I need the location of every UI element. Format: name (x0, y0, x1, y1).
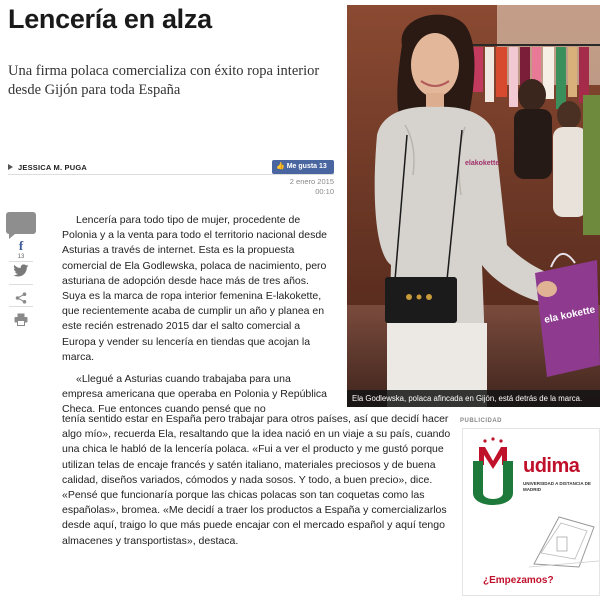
svg-text:elakokette: elakokette (465, 160, 500, 167)
bag-brand-text: ela kokette (543, 304, 597, 326)
twitter-icon[interactable] (13, 264, 29, 278)
print-icon[interactable] (14, 313, 28, 326)
photo-illustration (347, 5, 600, 407)
ad-brand-name: udima (523, 455, 580, 477)
share-divider (9, 284, 33, 285)
article-title: Lencería en alza (8, 4, 212, 34)
advertisement-label: PUBLICIDAD (460, 418, 502, 424)
thumbs-up-icon: 👍 (276, 163, 285, 170)
author-name: JESSICA M. PUGA (18, 163, 87, 172)
byline-divider (8, 174, 334, 175)
article-paragraph: «Llegué a Asturias cuando trabajaba para una empresa americana que operaba en Polonia y República Checa. Fue entonces cuando pensé que no (62, 373, 328, 416)
share-divider (9, 261, 33, 262)
arrow-icon (8, 164, 13, 170)
publish-date (272, 177, 334, 197)
author-byline[interactable] (8, 163, 87, 172)
facebook-icon[interactable]: f (18, 238, 24, 253)
article-photo[interactable] (347, 5, 600, 407)
photo-caption: Ela Godlewska, polaca afincada en Gijón, está detrás de la marca. (347, 390, 600, 407)
article-subtitle: Una firma polaca comercializa con éxito ropa interior desde Gijón para toda España (8, 63, 320, 98)
share-icon[interactable] (15, 292, 27, 304)
date-text: 2 enero 2015 (289, 177, 334, 186)
udima-logo-icon (463, 435, 523, 513)
article-paragraph-continuation: tenía sentido estar en España pero trabajar para otros países, así que decidí hacer algo mío», recuerda Ela, resaltando que la idea nació en un viaje a su país, cuando una chica le habló de la lencería polaca. «Fui a ver el producto y me gustó porque utilizan telas de encaje francés y satén italiano, materiales preciosos y de buena calidad, diseños variados, cómodos y nada sosos. Y todo, a buen precio», dice. «Pensé que funcionaría porque las chicas polacas son tan coquetas como las españolas», bromea. «Me decidí a traer los productos a España y comercializarlos desde aquí, traigo lo que más puede encajar con el mercado español y aquí tengo almacenes y transportistas», destaca. (62, 413, 451, 547)
comment-icon[interactable] (6, 212, 36, 234)
facebook-share-count: 13 (17, 254, 25, 260)
like-button-label: Me gusta 13 (286, 163, 327, 170)
share-divider (9, 306, 33, 307)
article-body (62, 213, 334, 418)
udima-advertisement[interactable] (462, 428, 600, 596)
building-sketch-icon (529, 509, 599, 569)
time-text: 00:10 (315, 187, 334, 196)
article-paragraph: Lencería para todo tipo de mujer, procedente de Polonia y a la venta para todo el territorio nacional desde Asturias a través de internet. Esta es la propuesta comercial de Ela Godlewska, polaca de nacimiento, pero asturiana de adopción desde hace más de tres años. Suya es la marca de ropa interior femenina E-lakokette, que recientemente acaba de cumplir un año y planea en este recién estrenado 2015 dar el salto comercial a Europa y vender su lencería en tiendas que acojan la marca. (62, 214, 328, 363)
ad-subtitle: UNIVERSIDAD A DISTANCIA DE MADRID (523, 481, 591, 492)
ad-cta-text[interactable]: ¿Empezamos? (483, 575, 554, 586)
facebook-like-button[interactable] (272, 160, 334, 174)
